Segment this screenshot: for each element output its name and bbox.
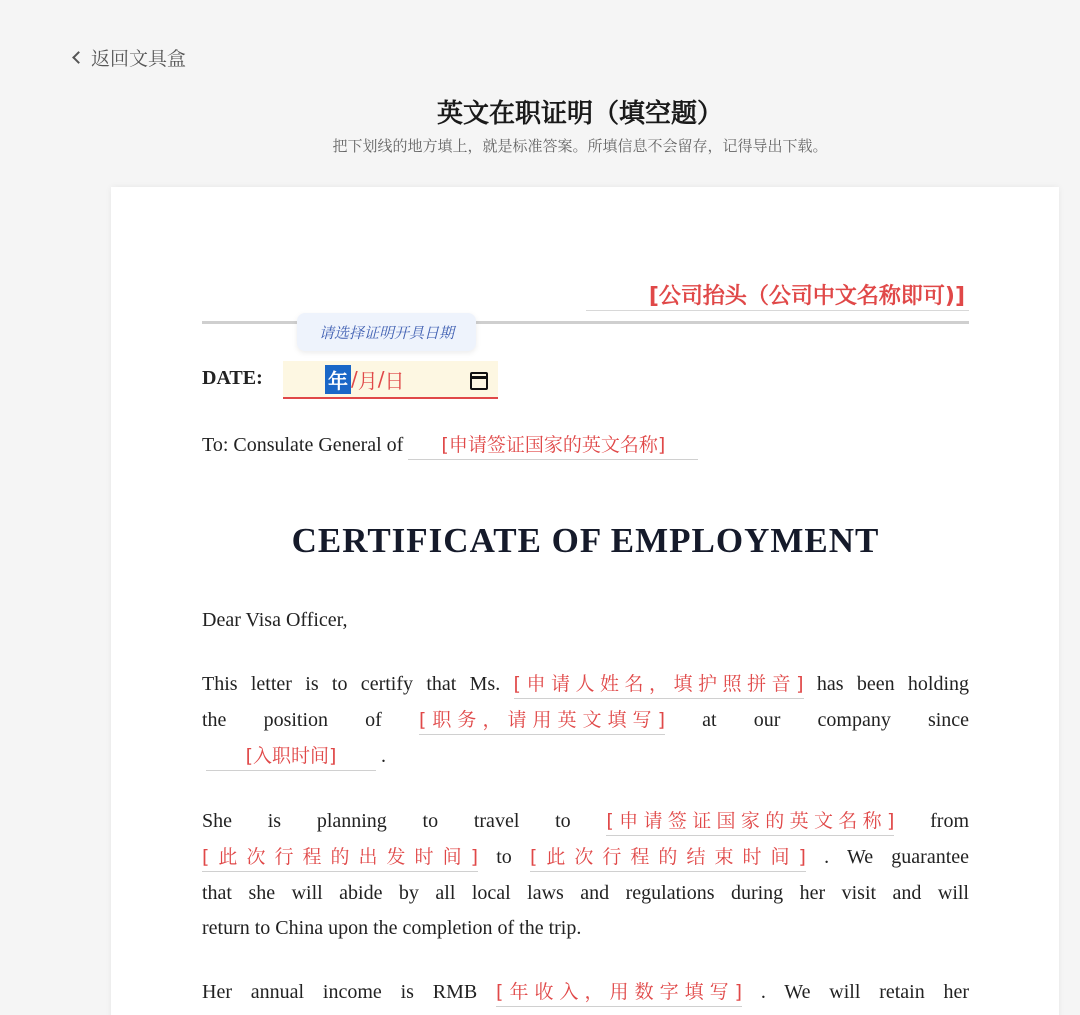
chevron-left-icon	[72, 51, 85, 64]
text-segment: is	[267, 810, 282, 832]
text-segment: Her	[202, 981, 232, 1003]
text-segment: She	[202, 810, 232, 832]
date-month-segment[interactable]: 月	[357, 368, 378, 393]
text-segment: . We	[760, 981, 811, 1003]
consulate-field[interactable]: [申请签证国家的英文名称]	[408, 431, 698, 460]
date-day-segment[interactable]: 日	[384, 368, 405, 393]
text-segment: her	[943, 981, 970, 1003]
text-segment: to	[555, 810, 571, 832]
text-segment: position	[263, 709, 329, 731]
to-prefix: To: Consulate General of	[202, 434, 404, 456]
paragraph-1-line-2	[202, 702, 969, 738]
text-segment: of	[365, 709, 382, 731]
text-segment: is	[400, 981, 414, 1003]
text-segment: to	[422, 810, 439, 832]
text-segment: will	[829, 981, 861, 1003]
text-segment: This letter is to certify that Ms.	[202, 673, 501, 695]
page-subtitle: 把下划线的地方填上，就是标准答案。所填信息不会留存，记得导出下载。	[332, 137, 828, 155]
text-segment: planning	[316, 810, 387, 832]
page-title: 英文在职证明（填空题）	[436, 99, 723, 129]
text-segment: since	[927, 709, 970, 731]
text-segment: to	[496, 846, 512, 868]
text-segment: .	[381, 745, 386, 767]
text-segment: RMB	[432, 981, 478, 1003]
back-link-label: 返回文具盒	[91, 48, 187, 70]
text-segment: guarantee	[891, 846, 970, 868]
salutation: Dear Visa Officer,	[202, 609, 348, 631]
text-segment: travel	[473, 810, 520, 832]
to-line	[202, 427, 698, 463]
text-segment: retain	[879, 981, 925, 1003]
applicant-name-field[interactable]: [申请人姓名，填护照拼音]	[514, 670, 804, 699]
return-date-field[interactable]: [此次行程的结束时间]	[530, 843, 806, 872]
date-separator: /	[377, 367, 385, 391]
date-separator: /	[351, 367, 358, 391]
text-segment: has been holding	[816, 673, 970, 695]
text-segment: our	[753, 709, 781, 731]
calendar-icon[interactable]	[470, 372, 488, 390]
text-segment: income	[322, 981, 382, 1003]
document-paper	[111, 187, 1059, 1015]
date-year-segment[interactable]: 年	[325, 365, 351, 394]
departure-date-field[interactable]: [此次行程的出发时间]	[202, 843, 478, 872]
start-date-field[interactable]: [入职时间]	[206, 742, 376, 771]
text-segment: annual	[250, 981, 305, 1003]
paragraph-2-line-4: return to China upon the completion of the trip.	[202, 917, 582, 939]
text-segment: company	[817, 709, 891, 731]
paragraph-3-line-1	[202, 974, 969, 1010]
certificate-title: CERTIFICATE OF EMPLOYMENT	[291, 521, 880, 560]
paragraph-2-line-3: that she will abide by all local laws and regulations during her visit and will	[202, 882, 969, 904]
letterhead-field[interactable]: [公司抬头（公司中文名称即可)]	[586, 279, 969, 311]
text-segment: . We	[824, 846, 874, 868]
paragraph-2-line-1	[202, 803, 969, 839]
text-segment: at	[702, 709, 717, 731]
destination-country-field[interactable]: [申请签证国家的英文名称]	[606, 807, 894, 836]
paragraph-1-line-3	[202, 738, 386, 774]
date-tooltip: 请选择证明开具日期	[297, 313, 476, 351]
date-label: DATE:	[202, 367, 263, 389]
paragraph-1-line-1	[202, 666, 969, 702]
position-field[interactable]: [职务，请用英文填写]	[419, 706, 665, 735]
date-input[interactable]	[283, 361, 498, 399]
text-segment: from	[930, 810, 970, 832]
annual-income-field[interactable]: [年收入，用数字填写]	[496, 978, 742, 1007]
back-to-toolbox-link[interactable]	[74, 44, 186, 71]
text-segment: the	[202, 709, 227, 731]
paragraph-2-line-2	[202, 839, 969, 875]
